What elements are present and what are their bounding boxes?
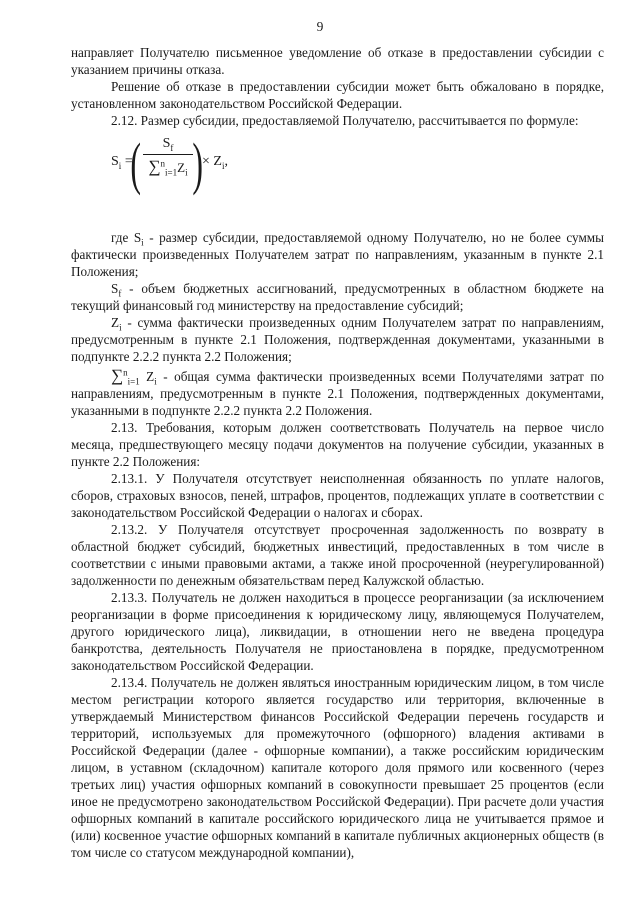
paragraph-2-12: 2.12. Размер субсидии, предоставляемой Получателю, рассчитывается по формуле: xyxy=(111,113,579,128)
definition-zi: $Z_i$ - сумма фактически произведенных одним Получателем затрат по направлениям, предусмотренным в пункте 2.1 Положения, подтвержденная документами, указанными в подпункте 2.2.2 пункта 2.2 Положения; xyxy=(71,315,604,364)
page-number: 9 xyxy=(316,19,324,34)
paragraph-2-13-4: 2.13.4. Получатель не должен являться иностранным юридическим лицом, в том числе местом регистрации которого является государство или территория, включенные в утверждаемый Министерством финансов Российской Федерации перечень государств и территорий, используемых для промежуточного (офшорного) владения активами в Российской Федерации (далее - офшорные компании), а также российским юридическим лицом, в уставном (складочном) капитале которого доля прямого или косвенного (через третьих лиц) участия офшорных компаний в совокупности превышает 25 процентов (если иное не предусмотрено законодательством Российской Федерации). При расчете доли участия офшорных компаний в капитале российского юридического лица не учитывается прямое и (или) косвенное участие офшорных компаний в капитале публичных акционерных обществ (в том числе со статусом международной компании), xyxy=(71,675,604,860)
subsidy-formula xyxy=(71,131,604,211)
paragraph-refusal-notice: направляет Получателю письменное уведомление об отказе в предоставлении субсидии с указанием причины отказа. xyxy=(71,45,604,77)
paragraph-2-13-2: 2.13.2. У Получателя отсутствует просроченная задолженность по возврату в областной бюджет субсидий, бюджетных инвестиций, предоставленных в том числе в соответствии с иными правовыми актами, а также иной просроченной (неурегулированной) задолженности по денежным обязательствам перед Калужской областью. xyxy=(71,522,604,588)
document-body xyxy=(71,44,604,861)
formula-right-paren: ) xyxy=(192,131,203,196)
definition-si: где $S_i$ - размер субсидии, предоставляемой одному Получателю, но не более суммы фактически произведенных Получателем затрат по направлениям, указанным в пункте 2.1 Положения; xyxy=(71,230,604,279)
formula-left-paren: ( xyxy=(130,131,141,196)
definition-sf: $S_f$ - объем бюджетных ассигнований, предусмотренных в областном бюджете на текущий финансовый год министерству на предоставление субсидий; xyxy=(71,281,604,313)
formula-rhs: × $Z_i$, xyxy=(202,154,228,171)
paragraph-appeal: Решение об отказе в предоставлении субсидии может быть обжаловано в порядке, установленном законодательством Российской Федерации. xyxy=(71,79,604,111)
paragraph-2-13: 2.13. Требования, которым должен соответствовать Получатель на первое число месяца, предшествующего месяцу подачи документов на получение субсидии, указанных в пункте 2.2 Положения: xyxy=(71,420,604,469)
paragraph-2-13-3: 2.13.3. Получатель не должен находиться в процессе реорганизации (за исключением реорганизации в форме присоединения к юридическому лицу, являющемуся Получателем, другого юридического лица), ликвидации, в отношении него не введена процедура банкротства, деятельность Получателя не приостановлена в порядке, предусмотренном законодательством Российской Федерации. xyxy=(71,590,604,673)
formula-numerator: $S_f$ xyxy=(143,135,193,155)
formula-denominator: $\sum^n_{i=1}Z_i$ xyxy=(148,157,188,178)
formula-fraction xyxy=(143,135,193,176)
definition-sum-zi: ∑$^n_{i=1}$ $Z_i$ - общая сумма фактически произведенных всеми Получателями затрат по направлениям, предусмотренным в пункте 2.1 Положения, подтвержденных документами, указанными в подпункте 2.2.2 пункта 2.2 Положения. xyxy=(71,366,604,418)
formula-lhs: $S_i$ = xyxy=(111,154,133,171)
paragraph-2-13-1: 2.13.1. У Получателя отсутствует неисполненная обязанность по уплате налогов, сборов, страховых взносов, пеней, штрафов, процентов, подлежащих уплате в соответствии с законодательством Российской Федерации о налогах и сборах. xyxy=(71,471,604,520)
